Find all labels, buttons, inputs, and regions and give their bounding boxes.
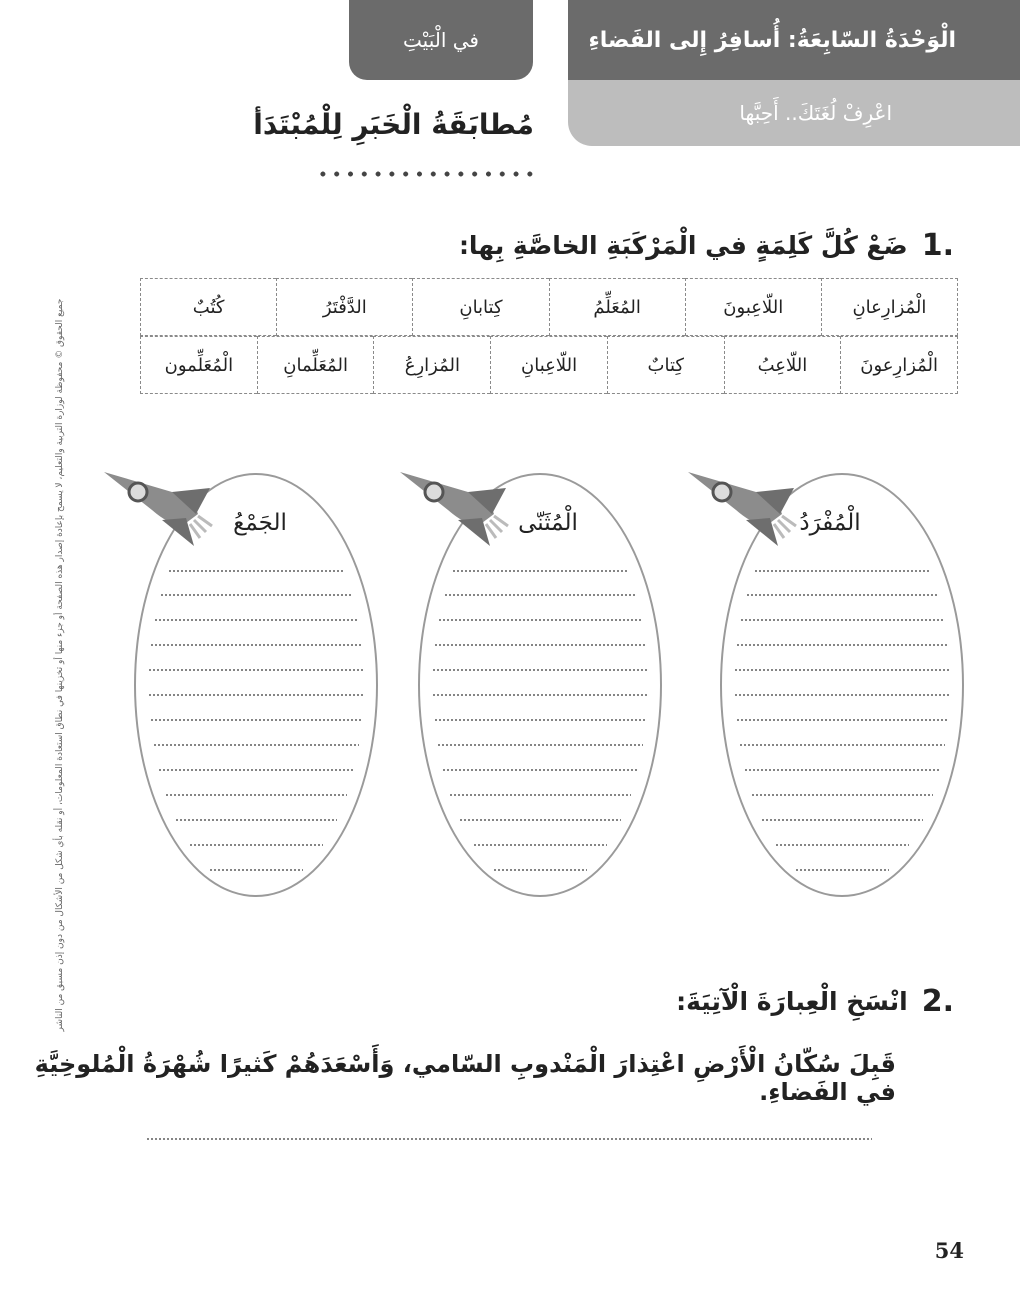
word-cell: الدَّفْتَرُ <box>277 279 413 336</box>
writing-line[interactable] <box>189 844 322 846</box>
writing-line[interactable] <box>165 794 346 796</box>
writing-line[interactable] <box>449 794 630 796</box>
question-1 <box>459 228 954 263</box>
unit-banner <box>568 0 1020 80</box>
copy-sentence: قَبِلَ سُكّانُ الْأَرْضِ اعْتِذارَ الْمَنْدوبِ السّامي، وَأَسْعَدَهُمْ كَثيرًا شُهْرَةُ الْمُلوخِيَّةِ في الفَضاءِ. <box>34 1050 896 1106</box>
writing-line[interactable] <box>150 644 361 646</box>
home-tab-label: في الْبَيْتِ <box>403 28 479 52</box>
question-1-number: 1. <box>921 228 954 263</box>
writing-line[interactable] <box>736 719 949 721</box>
writing-line[interactable] <box>160 594 352 596</box>
rocket-icon <box>398 470 518 550</box>
question-2-number: 2. <box>921 984 954 1019</box>
writing-line[interactable] <box>432 694 648 696</box>
writing-line[interactable] <box>734 669 949 671</box>
word-cell: كُتُبٌ <box>141 279 277 336</box>
word-cell: المُعَلِّمانِ <box>257 337 374 394</box>
writing-line[interactable] <box>754 570 931 572</box>
writing-line[interactable] <box>746 594 938 596</box>
word-cell: كِتابانِ <box>413 279 549 336</box>
word-table-row-2 <box>140 336 958 394</box>
writing-line[interactable] <box>795 869 888 871</box>
writing-line[interactable] <box>493 869 586 871</box>
unit-title: الْوَحْدَةُ السّابِعَةُ: أُسافِرُ إِلى الفَضاءِ <box>588 27 956 53</box>
word-cell: المُزارِعُ <box>374 337 491 394</box>
writing-line[interactable] <box>168 570 345 572</box>
writing-line[interactable] <box>761 819 922 821</box>
writing-line[interactable] <box>150 719 363 721</box>
word-table-row-1 <box>140 278 958 336</box>
rocket-icon <box>102 470 222 550</box>
writing-line[interactable] <box>153 744 359 746</box>
unit-subtitle: اعْرِفْ لُغَتَكَ.. أَحِبَّها <box>739 101 892 125</box>
copyright-note: جميع الحقوق © محفوظة لوزارة التربية والتعليم، لا يسمح بإعادة إصدار هذه الصفحة أو جزء منها أو تخزينها في نطاق استعادة المعلومات، أو نقله بأي شكل من الأشكال من دون إذن مسبق من الناشر <box>55 298 65 1032</box>
writing-line[interactable] <box>740 619 944 621</box>
writing-line[interactable] <box>775 844 908 846</box>
writing-line[interactable] <box>442 769 638 771</box>
title-dotted-rule <box>316 170 536 178</box>
home-tab <box>349 0 533 80</box>
word-cell: اللّاعِبانِ <box>491 337 608 394</box>
word-cell: كِتابٌ <box>607 337 724 394</box>
word-cell: المُعَلِّمُ <box>549 279 685 336</box>
writing-line[interactable] <box>452 570 629 572</box>
writing-line[interactable] <box>751 794 932 796</box>
writing-line[interactable] <box>459 819 620 821</box>
writing-line[interactable] <box>154 619 358 621</box>
writing-line[interactable] <box>736 644 947 646</box>
writing-line[interactable] <box>437 744 643 746</box>
word-cell: الْمُزارِعونَ <box>841 337 958 394</box>
plural-ship-title: الجَمْعُ <box>233 510 287 536</box>
writing-line[interactable] <box>209 869 302 871</box>
subtitle-banner <box>568 80 1020 146</box>
writing-line[interactable] <box>434 719 647 721</box>
writing-line[interactable] <box>734 694 950 696</box>
word-cell: الْمُعَلِّمون <box>141 337 258 394</box>
writing-line[interactable] <box>432 669 647 671</box>
word-cell: اللّاعِبونَ <box>685 279 821 336</box>
writing-line[interactable] <box>739 744 945 746</box>
writing-line[interactable] <box>175 819 336 821</box>
word-cell: اللّاعِبُ <box>724 337 841 394</box>
page-number: 54 <box>934 1238 964 1263</box>
writing-line[interactable] <box>438 619 642 621</box>
word-cell: الْمُزارِعانِ <box>821 279 957 336</box>
lesson-title: مُطابَقَةُ الْخَبَرِ لِلْمُبْتَدَأ <box>253 108 534 141</box>
answer-line[interactable] <box>146 1138 872 1140</box>
question-1-text: ضَعْ كُلَّ كَلِمَةٍ في الْمَرْكَبَةِ الخاصَّةِ بِها: <box>458 231 908 260</box>
writing-line[interactable] <box>473 844 606 846</box>
writing-line[interactable] <box>158 769 354 771</box>
question-2 <box>676 984 954 1019</box>
writing-line[interactable] <box>444 594 636 596</box>
writing-line[interactable] <box>148 669 363 671</box>
rocket-icon <box>686 470 806 550</box>
singular-ship-title: الْمُفْرَدُ <box>799 510 861 536</box>
writing-line[interactable] <box>434 644 645 646</box>
writing-line[interactable] <box>148 694 364 696</box>
writing-line[interactable] <box>744 769 940 771</box>
dual-ship-title: الْمُثَنّى <box>518 510 578 536</box>
question-2-text: انْسَخِ الْعِبارَةَ الْآتِيَةَ: <box>676 987 908 1016</box>
